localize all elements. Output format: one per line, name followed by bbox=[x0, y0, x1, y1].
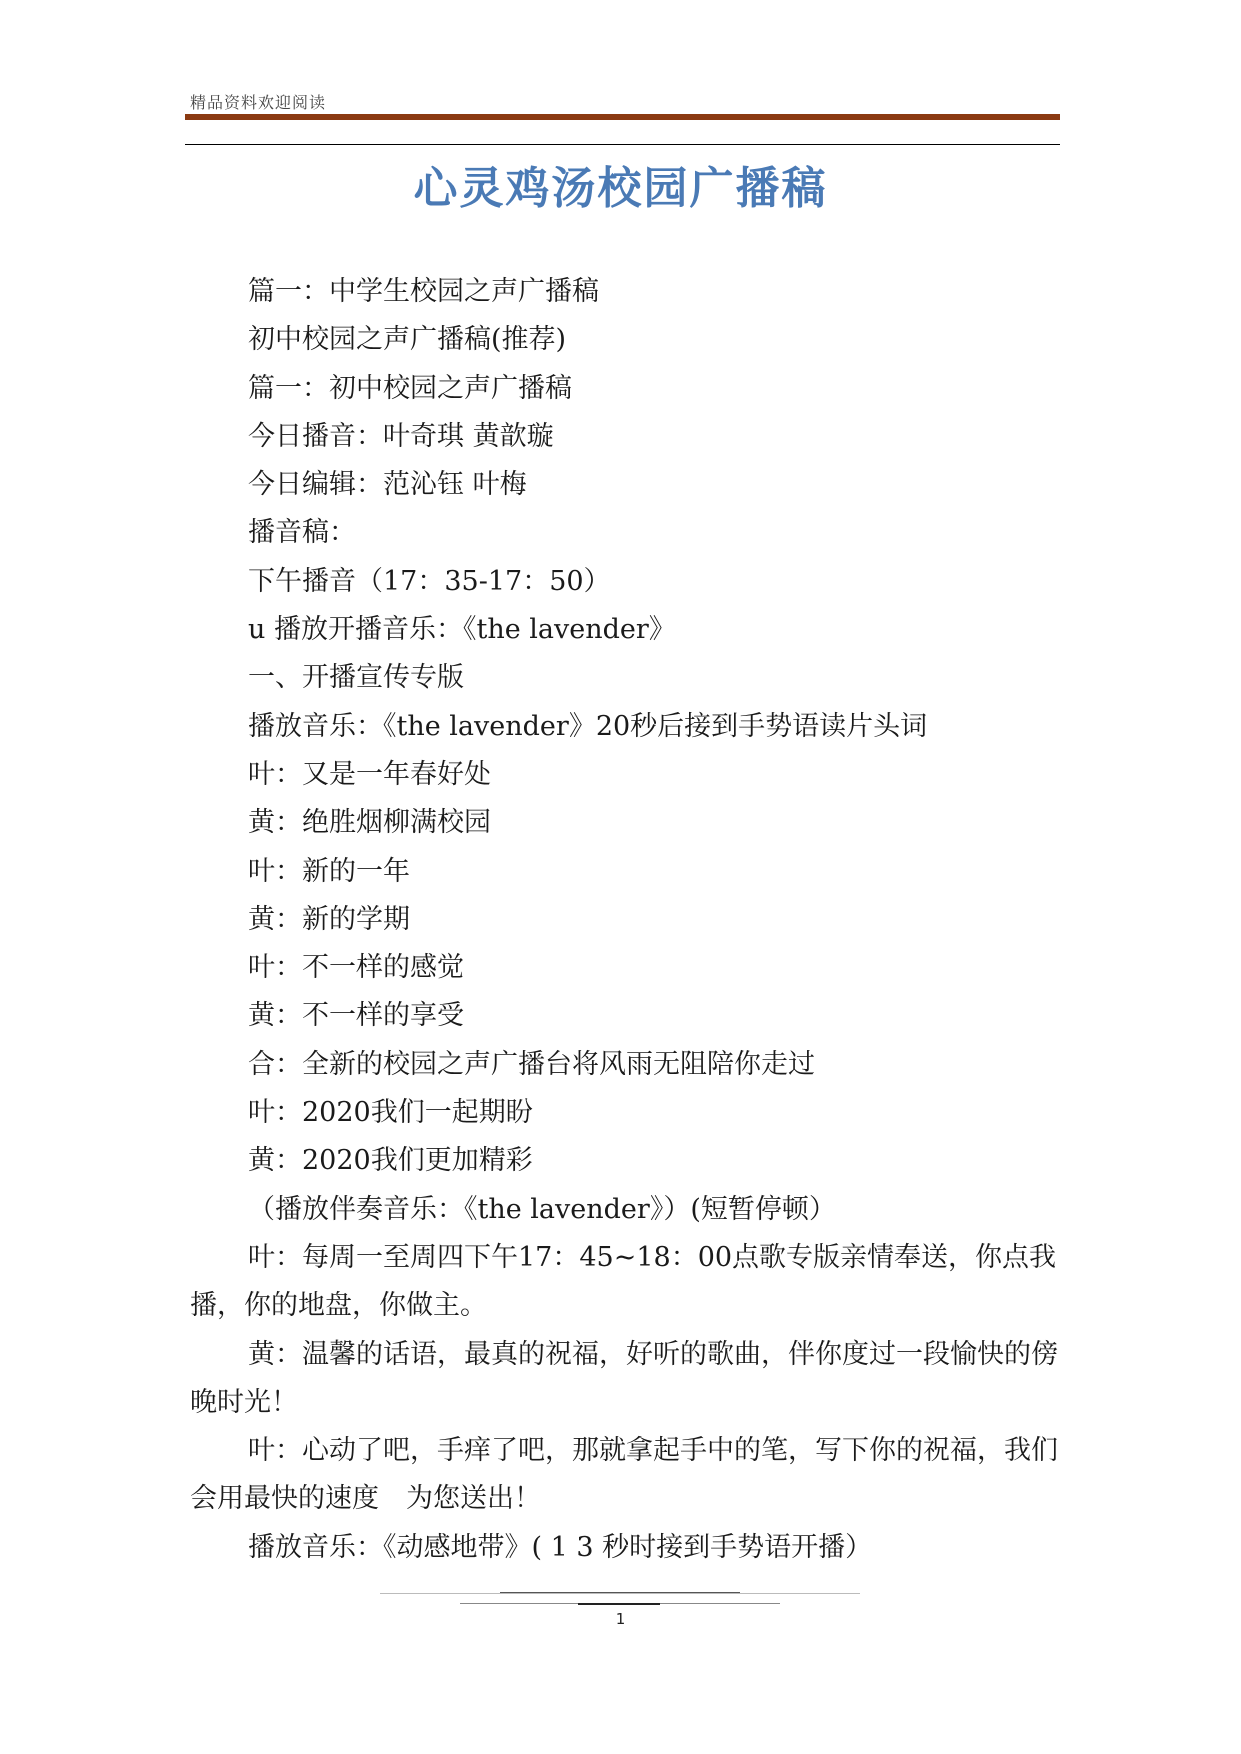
body-paragraph: 播放音乐：《动感地带》( 1 3 秒时接到手势语开播） bbox=[248, 1531, 873, 1563]
page-header-text: 精品资料欢迎阅读 bbox=[190, 93, 327, 112]
body-paragraph: 今日编辑：范沁钰 叶梅 bbox=[248, 469, 527, 501]
body-paragraph: 今日播音：叶奇琪 黄歆璇 bbox=[248, 420, 554, 452]
body-paragraph: 黄：绝胜烟柳满校园 bbox=[248, 807, 491, 839]
body-paragraph: 篇一：初中校园之声广播稿 bbox=[248, 372, 572, 404]
body-paragraph: 篇一：中学生校园之声广播稿 bbox=[248, 276, 599, 307]
footer-rule bbox=[380, 1593, 860, 1594]
body-paragraph: 叶：新的一年 bbox=[248, 855, 410, 887]
body-paragraph: 一、开播宣传专版 bbox=[248, 662, 464, 694]
document-body bbox=[190, 268, 1070, 1572]
document-title: 心灵鸡汤校园广播稿 bbox=[413, 163, 828, 214]
body-paragraph: 叶：每周一至周四下午17：45~18：00点歌专版亲情奉送，你点我播，你的地盘，你做主。 bbox=[190, 1241, 1057, 1322]
body-paragraph: 叶：心动了吧，手痒了吧，那就拿起手中的笔，写下你的祝福，我们会用最快的速度 为您送出！ bbox=[190, 1435, 1058, 1515]
body-paragraph: u 播放开播音乐：《the lavender》 bbox=[248, 614, 676, 646]
footer-rule bbox=[578, 1603, 660, 1605]
footer-rule bbox=[500, 1592, 740, 1593]
body-paragraph: 黄：不一样的享受 bbox=[248, 1000, 464, 1032]
body-paragraph: 叶：又是一年春好处 bbox=[248, 758, 491, 790]
body-paragraph: 叶：2020我们一起期盼 bbox=[248, 1097, 533, 1129]
body-paragraph: 下午播音（17：35-17：50） bbox=[248, 565, 611, 597]
body-paragraph: 黄：2020我们更加精彩 bbox=[248, 1145, 533, 1177]
body-paragraph: 播放音乐：《the lavender》20秒后接到手势语读片头词 bbox=[248, 710, 928, 742]
header-rule-thick bbox=[185, 114, 1060, 120]
body-paragraph: 合：全新的校园之声广播台将风雨无阻陪你走过 bbox=[248, 1048, 815, 1080]
body-paragraph: 黄：新的学期 bbox=[248, 903, 410, 935]
body-paragraph: 初中校园之声广播稿(推荐) bbox=[248, 324, 567, 356]
body-paragraph: 黄：温馨的话语，最真的祝福，好听的歌曲，伴你度过一段愉快的傍晚时光！ bbox=[190, 1338, 1058, 1418]
body-paragraph: 播音稿： bbox=[248, 517, 356, 549]
body-paragraph: （播放伴奏音乐：《the lavender》）(短暂停顿） bbox=[248, 1193, 836, 1225]
page-number: 1 bbox=[615, 1610, 626, 1628]
header-rule-thin bbox=[185, 144, 1060, 145]
body-paragraph: 叶：不一样的感觉 bbox=[248, 952, 464, 984]
